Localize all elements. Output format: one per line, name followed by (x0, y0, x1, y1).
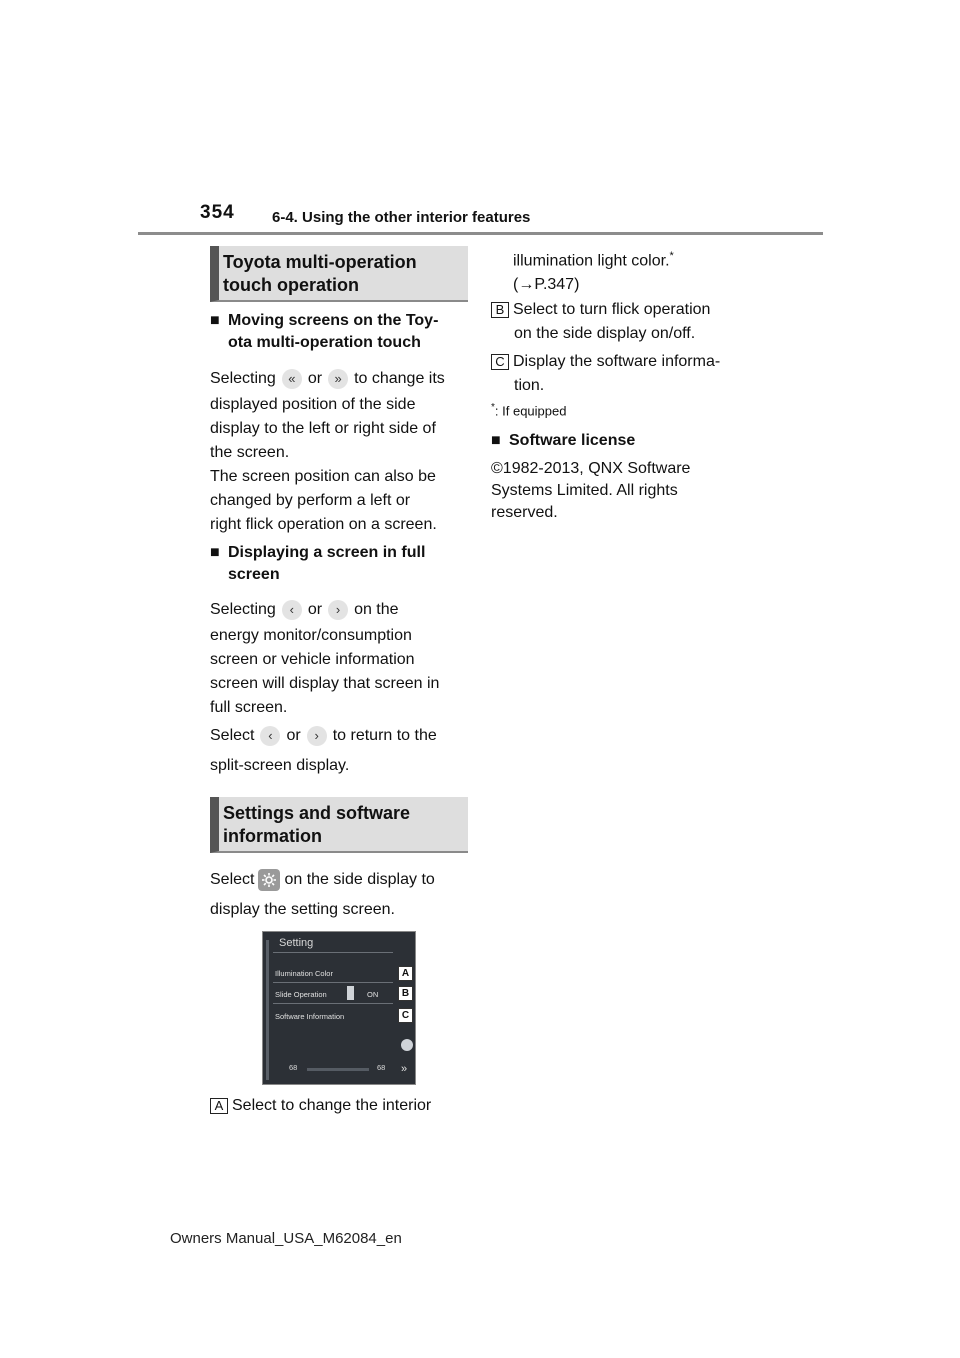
screen-divider (273, 982, 393, 983)
inline-text: to change its (354, 370, 445, 387)
double-chevron-right-icon: » (328, 369, 348, 389)
screen-row-slide: Slide Operation (275, 990, 327, 999)
text-line: on the side display on/off. (514, 325, 696, 342)
chevron-left-icon: ‹ (282, 600, 302, 620)
text-line: reserved. (491, 504, 558, 521)
text-line: changed by perform a left or (210, 492, 411, 509)
paragraph-moving-screens (210, 365, 470, 537)
bullet-square-icon: ■ (210, 544, 220, 561)
inline-text: or (307, 601, 323, 618)
text-line (491, 350, 771, 374)
subheading-line: Displaying a screen in full (228, 544, 426, 561)
bullet-square-icon: ■ (491, 432, 501, 449)
text-line: the screen. (210, 444, 290, 461)
paragraph-full-screen (210, 596, 470, 778)
letter-b-box: B (491, 302, 509, 318)
screen-divider (273, 1003, 393, 1004)
footnote-text: : If equipped (494, 403, 567, 419)
heading-line: touch operation (223, 275, 359, 295)
screen-bottom-right: 68 (377, 1063, 386, 1072)
text-line: (→P.347) (513, 276, 580, 294)
inline-text: or (307, 370, 323, 387)
callout-b: B (398, 986, 413, 1001)
screen-side-bar (266, 940, 269, 1080)
inline-text: Selecting (210, 370, 276, 387)
subheading-software-license (491, 430, 771, 452)
text-line: right flick operation on a screen. (210, 516, 437, 533)
text-line: split-screen display. (210, 757, 350, 774)
item-c (491, 350, 771, 398)
subheading-line: Moving screens on the Toy- (228, 312, 439, 329)
text-line: ©1982-2013, QNX Software (491, 460, 691, 477)
text-line: display the setting screen. (210, 901, 395, 918)
text-line (491, 298, 771, 322)
text-line: screen or vehicle information (210, 651, 415, 668)
text-line (513, 244, 783, 273)
heading-box-multi-operation (210, 246, 468, 302)
subheading-line: Software license (509, 432, 636, 449)
inline-text: on the side display to (284, 871, 435, 888)
callout-a: A (398, 966, 413, 981)
footnote (491, 402, 566, 418)
gear-icon (258, 869, 280, 891)
letter-c-box: C (491, 354, 509, 370)
inline-text: on the (354, 601, 399, 618)
double-chevron-left-icon: « (282, 369, 302, 389)
text-line: display to the left or right side of (210, 420, 436, 437)
section-title: 6-4. Using the other interior features (272, 209, 531, 226)
item-b (491, 298, 771, 346)
callout-c: C (398, 1008, 413, 1023)
screen-gear-icon (401, 1039, 413, 1051)
subheading-line: screen (228, 566, 280, 583)
header-divider (138, 232, 823, 235)
paragraph-license (491, 458, 771, 524)
text-line: The screen position can also be (210, 468, 436, 485)
text-line: tion. (514, 377, 545, 394)
text-line: energy monitor/consumption (210, 627, 412, 644)
footer-manual-id: Owners Manual_USA_M62084_en (170, 1230, 402, 1247)
text-line: screen will display that screen in (210, 675, 440, 692)
screen-bottom-bar (307, 1068, 369, 1071)
paragraph-settings (210, 866, 480, 922)
screen-title: Setting (279, 937, 314, 949)
heading-box-settings (210, 797, 468, 853)
subheading-moving-screens (210, 310, 470, 354)
heading-line: Settings and software (223, 803, 411, 823)
screen-divider (273, 952, 393, 953)
item-a (210, 1094, 480, 1118)
text-line: displayed position of the side (210, 396, 416, 413)
inline-text: Select to turn flick operation (513, 301, 711, 318)
heading-line: Toyota multi-operation (223, 252, 417, 272)
item-a-continued (513, 244, 783, 297)
setting-screen-image (262, 931, 416, 1085)
footnote-marker: * (669, 250, 674, 262)
chevron-right-icon: › (307, 726, 327, 746)
inline-text: to return to the (332, 727, 437, 744)
screen-toggle (347, 986, 354, 1000)
text-line: full screen. (210, 699, 288, 716)
inline-text: Display the software informa- (513, 353, 721, 370)
text-line (210, 866, 480, 894)
bullet-square-icon: ■ (210, 312, 220, 329)
heading-line: information (223, 826, 322, 846)
subheading-full-screen (210, 542, 470, 586)
letter-a-box: A (210, 1098, 228, 1114)
inline-text: or (286, 727, 301, 744)
chevron-right-icon: › (328, 600, 348, 620)
text-line (210, 596, 470, 624)
text-line (210, 722, 470, 750)
subheading-line: ota multi-operation touch (228, 334, 421, 351)
page-number: 354 (200, 202, 235, 223)
screen-row-illumination: Illumination Color (275, 969, 333, 978)
footnote-star: * (491, 402, 495, 413)
screen-row-software: Software Information (275, 1012, 345, 1021)
chevron-left-icon: ‹ (260, 726, 280, 746)
screen-double-chevron-icon: » (401, 1063, 408, 1075)
inline-text: illumination light color. (513, 252, 670, 270)
text-line (210, 365, 470, 393)
item-text: Select to change the interior (232, 1097, 432, 1114)
inline-text: Selecting (210, 601, 276, 618)
screen-bottom-left: 68 (289, 1063, 298, 1072)
inline-text: Select (210, 871, 255, 888)
screen-row-value: ON (367, 990, 379, 999)
inline-text: Select (210, 727, 255, 744)
text-line: Systems Limited. All rights (491, 482, 678, 499)
